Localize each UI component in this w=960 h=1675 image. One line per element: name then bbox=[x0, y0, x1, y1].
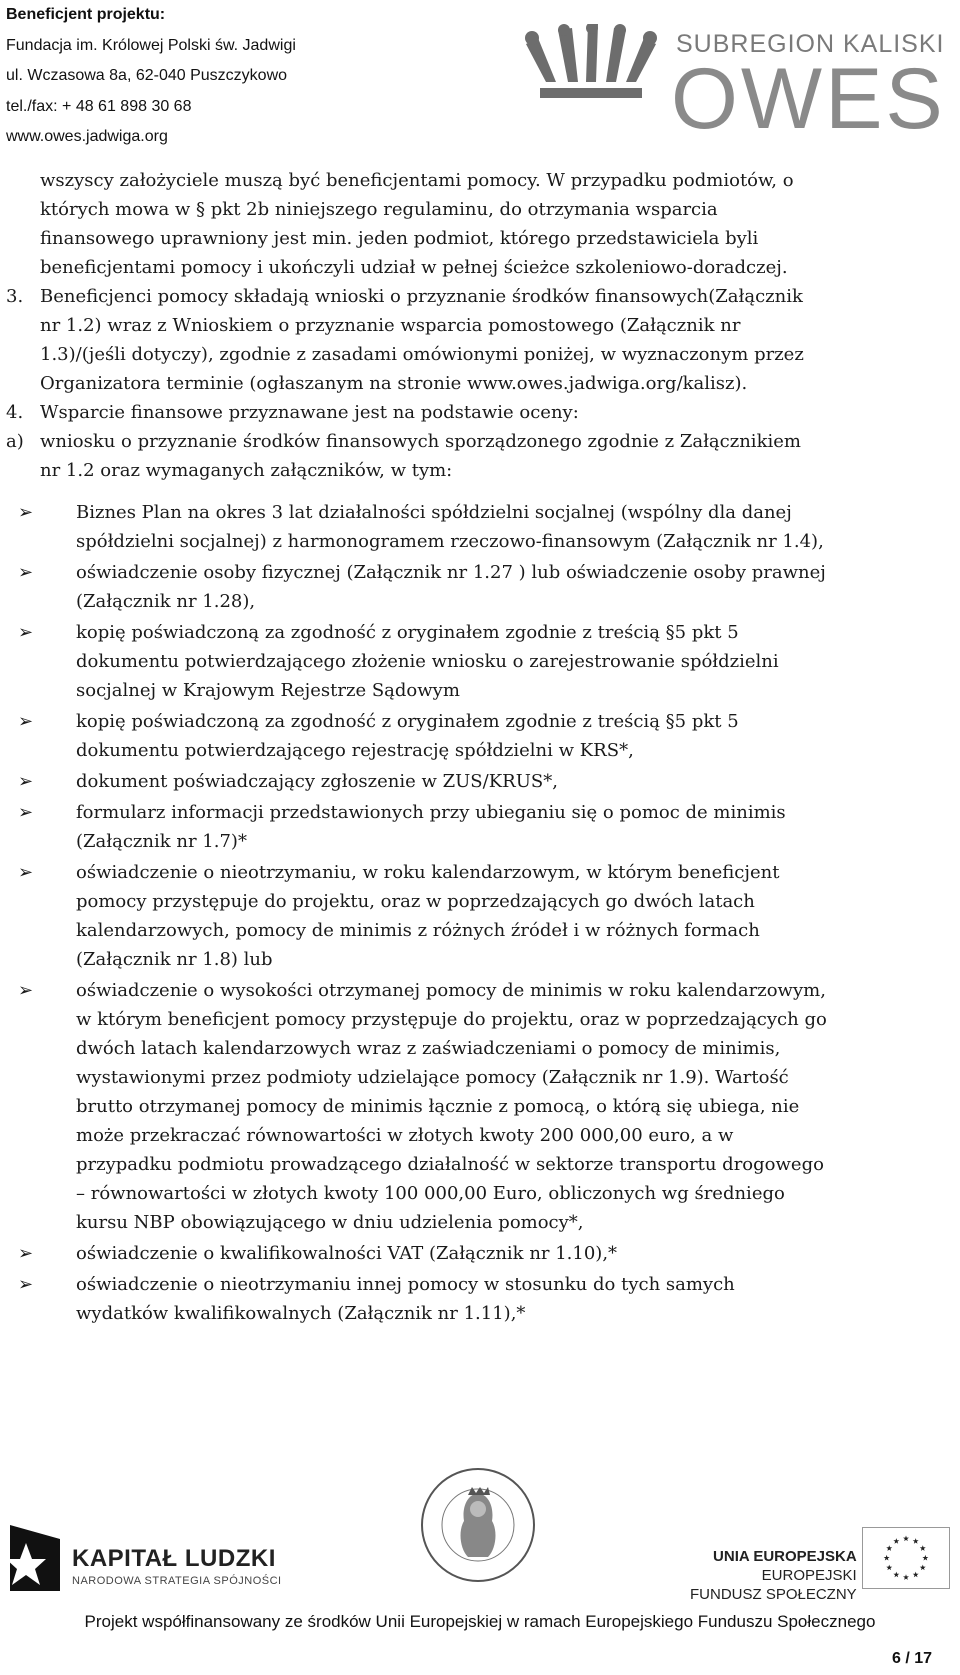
crown-icon bbox=[516, 24, 666, 124]
text-line: przypadku podmiotu prowadzącego działalność w sektorze transportu drogowego bbox=[76, 1154, 824, 1175]
kapital-ludzki-text bbox=[72, 1545, 282, 1587]
eu-star-icon bbox=[886, 1545, 892, 1551]
bullet-arrow-icon: ➢ bbox=[18, 1243, 34, 1264]
logo-wordmark: OWES bbox=[671, 51, 946, 147]
list-item bbox=[76, 798, 896, 856]
list-item bbox=[76, 767, 896, 796]
text-line: może przekraczać równowartości w złotych kwoty 200 000,00 euro, a w bbox=[76, 1125, 734, 1146]
page-number: 6 / 17 bbox=[891, 1650, 932, 1667]
text-line: formularz informacji przedstawionych przy ubieganiu się o pomoc de minimis bbox=[76, 802, 786, 823]
text-line: kalendarzowych, pomocy de minimis z różnych źródeł i w różnych formach bbox=[76, 920, 760, 941]
eu-star-icon bbox=[913, 1538, 919, 1544]
item-3-paragraph bbox=[40, 282, 898, 398]
cofinancing-note: Projekt współfinansowany ze środków Unii Europejskiej w ramach Europejskiego Funduszu Społecznego bbox=[84, 1612, 876, 1631]
logo-subtitle: SUBREGION KALISKI bbox=[676, 30, 945, 58]
footer-logos bbox=[0, 1465, 960, 1603]
beneficiary-website: www.owes.jadwiga.org bbox=[6, 128, 168, 145]
kapital-ludzki-mark-icon bbox=[10, 1525, 60, 1591]
list-item bbox=[76, 498, 896, 556]
list-item bbox=[76, 976, 896, 1237]
text-line: dokumentu potwierdzającego rejestrację spółdzielni w KRS*, bbox=[76, 740, 634, 761]
item-4-paragraph bbox=[40, 398, 898, 427]
intro-paragraph bbox=[40, 166, 898, 282]
item-number: 3. bbox=[6, 286, 24, 307]
text-line: finansowego uprawniony jest min. jeden podmiot, którego przedstawiciela byli bbox=[40, 228, 759, 249]
eu-star-icon bbox=[893, 1538, 899, 1544]
item-number: 4. bbox=[6, 402, 24, 423]
beneficiary-block bbox=[6, 0, 426, 153]
eu-line-1: UNIA EUROPEJSKA bbox=[713, 1548, 857, 1565]
text-line: oświadczenie osoby fizycznej (Załącznik nr 1.27 ) lub oświadczenie osoby prawnej bbox=[76, 562, 826, 583]
bullet-arrow-icon: ➢ bbox=[18, 980, 34, 1001]
text-line: Biznes Plan na okres 3 lat działalności spółdzielni socjalnej (wspólny dla danej bbox=[76, 502, 792, 523]
eu-star-icon bbox=[903, 1536, 909, 1542]
text-line: (Załącznik nr 1.28), bbox=[76, 591, 256, 612]
text-line: dokumentu potwierdzającego złożenie wniosku o zarejestrowanie spółdzielni bbox=[76, 651, 779, 672]
beneficiary-title: Beneficjent projektu: bbox=[6, 6, 166, 23]
text-line: kursu NBP obowiązującego w dniu udzielenia pomocy*, bbox=[76, 1212, 584, 1233]
text-line: nr 1.2) wraz z Wnioskiem o przyznanie wsparcia pomostowego (Załącznik nr bbox=[40, 315, 741, 336]
kapital-title: KAPITAŁ LUDZKI bbox=[72, 1545, 276, 1572]
text-line: Beneficjenci pomocy składają wnioski o przyznanie środków finansowych(Załącznik bbox=[40, 286, 803, 307]
eu-text-block bbox=[690, 1547, 857, 1604]
bullet-arrow-icon: ➢ bbox=[18, 802, 34, 823]
text-line: wszyscy założyciele muszą być beneficjentami pomocy. W przypadku podmiotów, o bbox=[40, 170, 794, 191]
text-line: spółdzielni socjalnej) z harmonogramem rzeczowo-finansowym (Załącznik nr 1.4), bbox=[76, 531, 824, 552]
bullet-arrow-icon: ➢ bbox=[18, 562, 34, 583]
text-line: dwóch latach kalendarzowych wraz z zaświadczeniami o pomocy de minimis, bbox=[76, 1038, 781, 1059]
bullet-arrow-icon: ➢ bbox=[18, 622, 34, 643]
text-line: oświadczenie o nieotrzymaniu, w roku kalendarzowym, w którym beneficjent bbox=[76, 862, 780, 883]
text-line: w którym beneficjent pomocy przystępuje do projektu, oraz w poprzedzających go bbox=[76, 1009, 827, 1030]
list-item bbox=[76, 858, 896, 974]
eu-line-3: FUNDUSZ SPOŁECZNY bbox=[690, 1586, 857, 1603]
eu-star-icon bbox=[903, 1574, 909, 1580]
beneficiary-org: Fundacja im. Królowej Polski św. Jadwigi bbox=[6, 36, 296, 54]
item-a-paragraph bbox=[40, 427, 898, 485]
text-line: – równowartości w złotych kwoty 100 000,00 Euro, obliczonych wg średniego bbox=[76, 1183, 785, 1204]
text-line: kopię poświadczoną za zgodność z oryginałem zgodnie z treścią §5 pkt 5 bbox=[76, 622, 739, 643]
eu-line-2: EUROPEJSKI bbox=[761, 1567, 857, 1584]
bullet-arrow-icon: ➢ bbox=[18, 1274, 34, 1295]
text-line: Wsparcie finansowe przyznawane jest na podstawie oceny: bbox=[40, 402, 579, 423]
text-line: dokument poświadczający zgłoszenie w ZUS/KRUS*, bbox=[76, 771, 558, 792]
text-line: oświadczenie o wysokości otrzymanej pomocy de minimis w roku kalendarzowym, bbox=[76, 980, 826, 1001]
bullet-arrow-icon: ➢ bbox=[18, 862, 34, 883]
bullet-arrow-icon: ➢ bbox=[18, 771, 34, 792]
beneficiary-address: ul. Wczasowa 8a, 62-040 Puszczykowo bbox=[6, 67, 288, 84]
list-item bbox=[76, 618, 896, 705]
text-line: wystawionymi przez podmioty udzielające pomocy (Załącznik nr 1.9). Wartość bbox=[76, 1067, 789, 1088]
text-line: 1.3)/(jeśli dotyczy), zgodnie z zasadami omówionymi poniżej, w wyznaczonym przez bbox=[40, 344, 804, 365]
text-line: (Załącznik nr 1.7)* bbox=[76, 831, 247, 852]
list-item bbox=[76, 707, 896, 765]
text-line: wniosku o przyznanie środków finansowych sporządzonego zgodnie z Załącznikiem bbox=[40, 431, 801, 452]
text-line: oświadczenie o kwalifikowalności VAT (Załącznik nr 1.10),* bbox=[76, 1243, 618, 1264]
list-item bbox=[76, 1270, 896, 1328]
bullet-arrow-icon: ➢ bbox=[18, 711, 34, 732]
eu-star-icon bbox=[920, 1545, 926, 1551]
text-line: kopię poświadczoną za zgodność z oryginałem zgodnie z treścią §5 pkt 5 bbox=[76, 711, 739, 732]
text-line: wydatków kwalifikowalnych (Załącznik nr 1.11),* bbox=[76, 1303, 526, 1324]
text-line: oświadczenie o nieotrzymaniu innej pomocy w stosunku do tych samych bbox=[76, 1274, 735, 1295]
text-line: pomocy przystępuje do projektu, oraz w poprzedzających go dwóch latach bbox=[76, 891, 755, 912]
eu-star-icon bbox=[922, 1555, 928, 1561]
foundation-seal-icon bbox=[418, 1465, 538, 1585]
list-item bbox=[76, 1239, 896, 1268]
eu-star-icon bbox=[920, 1565, 926, 1571]
text-line: nr 1.2 oraz wymaganych załączników, w tym: bbox=[40, 460, 453, 481]
list-item bbox=[76, 558, 896, 616]
owes-logo bbox=[516, 18, 946, 147]
eu-star-icon bbox=[884, 1555, 890, 1561]
text-line: których mowa w § pkt 2b niniejszego regulaminu, do otrzymania wsparcia bbox=[40, 199, 718, 220]
bullet-arrow-icon: ➢ bbox=[18, 502, 34, 523]
text-line: (Załącznik nr 1.8) lub bbox=[76, 949, 273, 970]
text-line: beneficjentami pomocy i ukończyli udział w pełnej ścieżce szkoleniowo-doradczej. bbox=[40, 257, 788, 278]
text-line: brutto otrzymanej pomocy de minimis łącznie z pomocą, o którą się ubiega, nie bbox=[76, 1096, 800, 1117]
eu-flag-icon bbox=[862, 1527, 950, 1589]
kapital-subtitle: NARODOWA STRATEGIA SPÓJNOŚCI bbox=[72, 1575, 282, 1587]
text-line: socjalnej w Krajowym Rejestrze Sądowym bbox=[76, 680, 460, 701]
eu-star-icon bbox=[886, 1565, 892, 1571]
eu-star-icon bbox=[893, 1572, 899, 1578]
beneficiary-phone: tel./fax: + 48 61 898 30 68 bbox=[6, 97, 192, 115]
text-line: Organizatora terminie (ogłaszanym na stronie www.owes.jadwiga.org/kalisz). bbox=[40, 373, 748, 394]
eu-star-icon bbox=[913, 1572, 919, 1578]
item-letter: a) bbox=[6, 431, 24, 452]
